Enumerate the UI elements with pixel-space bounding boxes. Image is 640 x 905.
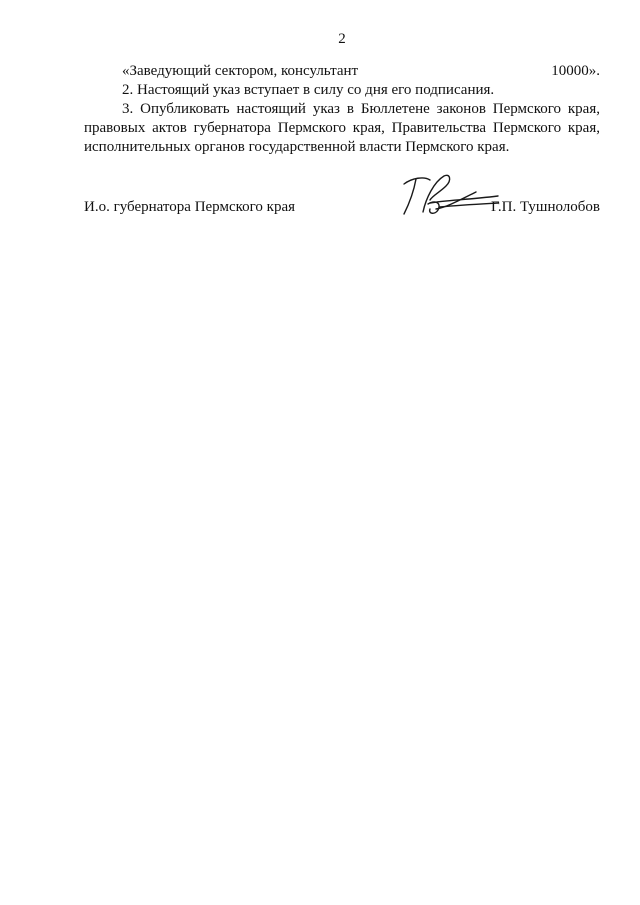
signatory-name: Г.П. Тушнолобов — [490, 199, 600, 215]
table-row-left-cell: «Заведующий сектором, консультант — [122, 63, 359, 79]
handwritten-signature — [390, 170, 500, 225]
page-number: 2 — [338, 31, 346, 47]
item-2-paragraph: 2. Настоящий указ вступает в силу со дня его подписания. — [122, 82, 495, 98]
table-row — [122, 62, 600, 80]
item-3-line-1: 3. Опубликовать настоящий указ в Бюллетене законов Пермского края, — [122, 101, 600, 117]
item-3-line-3: исполнительных органов государственной власти Пермского края. — [84, 139, 510, 155]
item-3-line-2: правовых актов губернатора Пермского края, Правительства Пермского края, — [84, 120, 600, 136]
table-row-right-cell: 10000». — [551, 63, 600, 79]
signatory-position: И.о. губернатора Пермского края — [84, 199, 296, 215]
